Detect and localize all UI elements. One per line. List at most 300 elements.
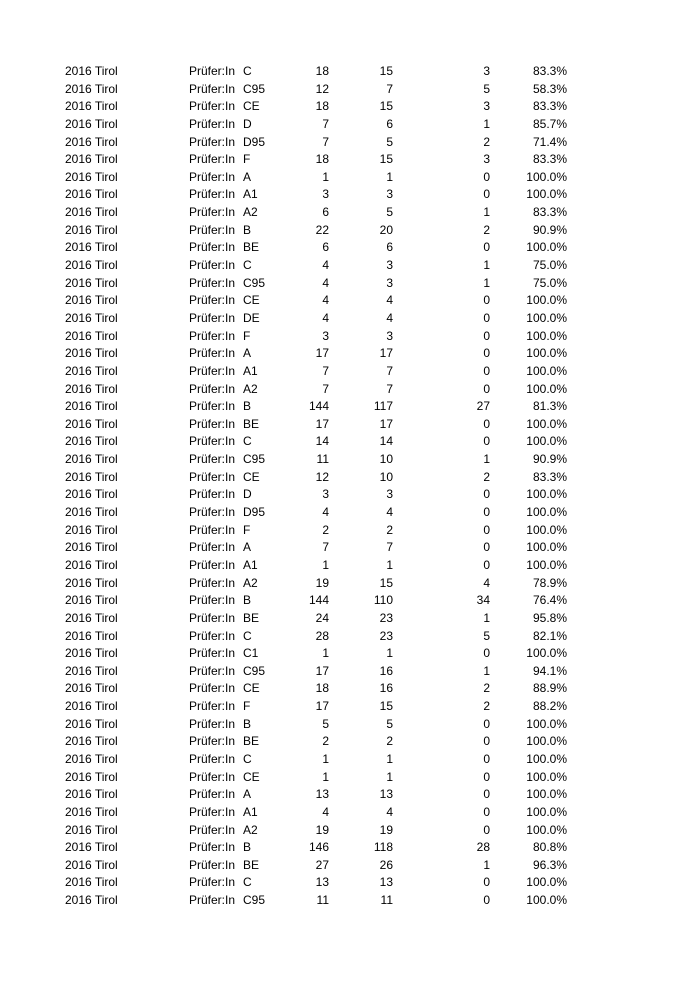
license-class-cell: B [243,716,252,731]
passed-cell: 15 [379,575,393,590]
table-row [0,292,700,310]
role-cell: Prüfer:In [189,469,236,484]
total-cell: 4 [322,310,329,325]
license-class-cell: C [243,751,252,766]
passed-cell: 118 [373,840,393,855]
role-cell: Prüfer:In [189,134,236,149]
year-region-cell: 2016 Tirol [65,787,118,802]
license-class-cell: C95 [243,893,266,908]
license-class-cell: A2 [243,822,258,837]
year-region-cell: 2016 Tirol [65,487,118,502]
total-cell: 11 [316,452,329,467]
role-cell: Prüfer:In [189,293,236,308]
table-row [0,151,700,169]
passed-cell: 3 [386,187,393,202]
pass-rate-cell: 100.0% [526,893,567,908]
total-cell: 6 [322,240,329,255]
license-class-cell: CE [243,769,260,784]
failed-cell: 0 [483,434,490,449]
role-cell: Prüfer:In [189,716,236,731]
table-row [0,874,700,892]
passed-cell: 7 [386,381,393,396]
total-cell: 27 [315,857,329,872]
table-row [0,381,700,399]
license-class-cell: C [243,64,252,78]
role-cell: Prüfer:In [189,646,236,661]
total-cell: 1 [322,751,329,766]
role-cell: Prüfer:In [189,557,236,572]
passed-cell: 15 [379,64,393,78]
year-region-cell: 2016 Tirol [65,399,118,414]
year-region-cell: 2016 Tirol [65,505,118,520]
total-cell: 11 [316,893,329,908]
failed-cell: 0 [483,310,490,325]
total-cell: 2 [322,522,329,537]
role-cell: Prüfer:In [189,522,236,537]
total-cell: 13 [315,875,329,890]
role-cell: Prüfer:In [189,169,236,184]
year-region-cell: 2016 Tirol [65,293,118,308]
failed-cell: 0 [483,240,490,255]
failed-cell: 0 [483,822,490,837]
license-class-cell: D95 [243,134,266,149]
failed-cell: 2 [483,469,490,484]
role-cell: Prüfer:In [189,399,236,414]
total-cell: 18 [315,64,329,78]
passed-cell: 117 [373,399,393,414]
passed-cell: 1 [386,169,393,184]
license-class-cell: BE [243,734,260,749]
license-class-cell: BE [243,416,260,431]
passed-cell: 16 [379,663,393,678]
failed-cell: 0 [483,505,490,520]
total-cell: 4 [322,275,329,290]
license-class-cell: C95 [243,81,266,96]
table-row [0,628,700,646]
pass-rate-cell: 100.0% [526,540,567,555]
total-cell: 3 [322,487,329,502]
license-class-cell: F [243,522,251,537]
table-row [0,857,700,875]
total-cell: 19 [315,575,329,590]
license-class-cell: F [243,328,251,343]
role-cell: Prüfer:In [189,240,236,255]
table-row [0,610,700,628]
pass-rate-cell: 82.1% [532,628,567,643]
year-region-cell: 2016 Tirol [65,363,118,378]
passed-cell: 11 [380,893,393,908]
pass-rate-cell: 58.3% [532,81,567,96]
role-cell: Prüfer:In [189,628,236,643]
pass-rate-cell: 100.0% [526,787,567,802]
failed-cell: 0 [483,487,490,502]
license-class-cell: C95 [243,275,266,290]
table-row [0,698,700,716]
license-class-cell: B [243,593,252,608]
table-row [0,204,700,222]
failed-cell: 0 [483,187,490,202]
table-row [0,522,700,540]
table-row [0,345,700,363]
pass-rate-cell: 100.0% [526,293,567,308]
pass-rate-cell: 100.0% [526,822,567,837]
table-row [0,134,700,152]
passed-cell: 10 [379,452,393,467]
passed-cell: 1 [386,646,393,661]
passed-cell: 1 [386,751,393,766]
table-row [0,275,700,293]
role-cell: Prüfer:In [189,434,236,449]
total-cell: 5 [322,716,329,731]
passed-cell: 10 [379,469,393,484]
license-class-cell: CE [243,469,260,484]
table-row [0,81,700,99]
license-class-cell: CE [243,293,260,308]
table-row [0,557,700,575]
failed-cell: 1 [483,258,490,273]
year-region-cell: 2016 Tirol [65,751,118,766]
license-class-cell: B [243,399,252,414]
license-class-cell: DE [243,310,260,325]
license-class-cell: A1 [243,363,258,378]
total-cell: 1 [322,557,329,572]
total-cell: 146 [308,840,329,855]
total-cell: 7 [322,381,329,396]
passed-cell: 3 [386,487,393,502]
year-region-cell: 2016 Tirol [65,64,118,78]
year-region-cell: 2016 Tirol [65,187,118,202]
table-row [0,310,700,328]
pass-rate-cell: 100.0% [526,487,567,502]
failed-cell: 0 [483,769,490,784]
role-cell: Prüfer:In [189,857,236,872]
passed-cell: 14 [379,434,393,449]
passed-cell: 17 [379,346,393,361]
role-cell: Prüfer:In [189,381,236,396]
license-class-cell: D95 [243,505,266,520]
year-region-cell: 2016 Tirol [65,328,118,343]
year-region-cell: 2016 Tirol [65,222,118,237]
pass-rate-cell: 78.9% [532,575,567,590]
total-cell: 7 [322,363,329,378]
year-region-cell: 2016 Tirol [65,734,118,749]
failed-cell: 0 [483,716,490,731]
total-cell: 7 [322,134,329,149]
table-row [0,116,700,134]
license-class-cell: C1 [243,646,259,661]
year-region-cell: 2016 Tirol [65,593,118,608]
license-class-cell: B [243,222,252,237]
failed-cell: 0 [483,416,490,431]
year-region-cell: 2016 Tirol [65,169,118,184]
role-cell: Prüfer:In [189,540,236,555]
table-row [0,363,700,381]
license-class-cell: CE [243,681,260,696]
year-region-cell: 2016 Tirol [65,258,118,273]
failed-cell: 0 [483,381,490,396]
pass-rate-cell: 83.3% [532,152,567,167]
year-region-cell: 2016 Tirol [65,416,118,431]
year-region-cell: 2016 Tirol [65,681,118,696]
license-class-cell: C95 [243,452,266,467]
role-cell: Prüfer:In [189,840,236,855]
pass-rate-cell: 85.7% [532,116,567,131]
year-region-cell: 2016 Tirol [65,381,118,396]
role-cell: Prüfer:In [189,893,236,908]
failed-cell: 5 [483,81,490,96]
pass-rate-cell: 100.0% [526,734,567,749]
year-region-cell: 2016 Tirol [65,646,118,661]
passed-cell: 3 [386,275,393,290]
total-cell: 18 [315,152,329,167]
role-cell: Prüfer:In [189,663,236,678]
pass-rate-cell: 100.0% [526,804,567,819]
year-region-cell: 2016 Tirol [65,81,118,96]
pass-rate-cell: 100.0% [526,434,567,449]
total-cell: 19 [315,822,329,837]
table-row [0,680,700,698]
pass-rate-cell: 100.0% [526,169,567,184]
failed-cell: 1 [483,452,490,467]
failed-cell: 0 [483,893,490,908]
license-class-cell: A [243,169,252,184]
passed-cell: 20 [379,222,393,237]
role-cell: Prüfer:In [189,769,236,784]
license-class-cell: C [243,258,252,273]
failed-cell: 34 [476,593,490,608]
total-cell: 22 [315,222,329,237]
failed-cell: 27 [476,399,490,414]
year-region-cell: 2016 Tirol [65,557,118,572]
pass-rate-cell: 100.0% [526,716,567,731]
table-row [0,663,700,681]
table-row [0,839,700,857]
table-row [0,716,700,734]
role-cell: Prüfer:In [189,681,236,696]
failed-cell: 0 [483,169,490,184]
year-region-cell: 2016 Tirol [65,840,118,855]
passed-cell: 15 [379,152,393,167]
passed-cell: 7 [386,363,393,378]
role-cell: Prüfer:In [189,804,236,819]
failed-cell: 0 [483,875,490,890]
total-cell: 4 [322,804,329,819]
total-cell: 1 [322,169,329,184]
table-row [0,169,700,187]
table-row [0,398,700,416]
pass-rate-cell: 76.4% [532,593,567,608]
failed-cell: 0 [483,328,490,343]
passed-cell: 2 [386,522,393,537]
passed-cell: 7 [386,540,393,555]
year-region-cell: 2016 Tirol [65,240,118,255]
license-class-cell: A2 [243,575,258,590]
license-class-cell: B [243,840,252,855]
total-cell: 144 [308,399,329,414]
year-region-cell: 2016 Tirol [65,610,118,625]
pass-rate-cell: 80.8% [532,840,567,855]
table-row [0,328,700,346]
role-cell: Prüfer:In [189,787,236,802]
passed-cell: 3 [386,258,393,273]
license-class-cell: C [243,628,252,643]
failed-cell: 0 [483,293,490,308]
passed-cell: 4 [386,505,393,520]
year-region-cell: 2016 Tirol [65,452,118,467]
pass-rate-cell: 100.0% [526,875,567,890]
year-region-cell: 2016 Tirol [65,99,118,114]
passed-cell: 7 [386,81,393,96]
year-region-cell: 2016 Tirol [65,152,118,167]
table-row [0,486,700,504]
year-region-cell: 2016 Tirol [65,575,118,590]
pass-rate-cell: 100.0% [526,769,567,784]
year-region-cell: 2016 Tirol [65,628,118,643]
pass-rate-cell: 83.3% [532,469,567,484]
failed-cell: 0 [483,646,490,661]
license-class-cell: A1 [243,804,258,819]
license-class-cell: BE [243,857,260,872]
passed-cell: 6 [386,240,393,255]
total-cell: 17 [315,699,329,714]
pass-rate-cell: 90.9% [532,452,567,467]
total-cell: 13 [315,787,329,802]
pass-rate-cell: 100.0% [526,505,567,520]
passed-cell: 15 [379,99,393,114]
pass-rate-cell: 83.3% [532,64,567,78]
role-cell: Prüfer:In [189,416,236,431]
license-class-cell: A [243,540,252,555]
failed-cell: 2 [483,681,490,696]
data-sheet [0,63,700,910]
total-cell: 7 [322,116,329,131]
pass-rate-cell: 88.2% [532,699,567,714]
failed-cell: 2 [483,222,490,237]
year-region-cell: 2016 Tirol [65,857,118,872]
license-class-cell: CE [243,99,260,114]
total-cell: 17 [315,416,329,431]
total-cell: 28 [315,628,329,643]
total-cell: 12 [315,81,329,96]
role-cell: Prüfer:In [189,487,236,502]
role-cell: Prüfer:In [189,699,236,714]
pass-rate-cell: 94.1% [532,663,567,678]
year-region-cell: 2016 Tirol [65,699,118,714]
failed-cell: 3 [483,99,490,114]
year-region-cell: 2016 Tirol [65,205,118,220]
table-row [0,63,700,81]
passed-cell: 5 [386,205,393,220]
license-class-cell: A1 [243,557,258,572]
total-cell: 17 [315,346,329,361]
year-region-cell: 2016 Tirol [65,893,118,908]
passed-cell: 1 [386,557,393,572]
table-row [0,504,700,522]
role-cell: Prüfer:In [189,328,236,343]
year-region-cell: 2016 Tirol [65,716,118,731]
passed-cell: 26 [379,857,393,872]
pass-rate-cell: 100.0% [526,187,567,202]
role-cell: Prüfer:In [189,875,236,890]
failed-cell: 1 [483,663,490,678]
license-class-cell: A2 [243,205,258,220]
year-region-cell: 2016 Tirol [65,769,118,784]
failed-cell: 4 [483,575,490,590]
pass-rate-cell: 100.0% [526,557,567,572]
passed-cell: 16 [379,681,393,696]
passed-cell: 13 [379,787,393,802]
total-cell: 144 [308,593,329,608]
role-cell: Prüfer:In [189,116,236,131]
table-row [0,804,700,822]
pass-rate-cell: 75.0% [532,275,567,290]
table-row [0,769,700,787]
table-row [0,416,700,434]
failed-cell: 0 [483,751,490,766]
passed-cell: 4 [386,804,393,819]
license-class-cell: C95 [243,663,266,678]
passed-cell: 17 [379,416,393,431]
pass-rate-cell: 100.0% [526,310,567,325]
role-cell: Prüfer:In [189,310,236,325]
passed-cell: 3 [386,328,393,343]
failed-cell: 5 [483,628,490,643]
license-class-cell: F [243,152,251,167]
license-class-cell: D [243,487,252,502]
passed-cell: 23 [379,610,393,625]
year-region-cell: 2016 Tirol [65,822,118,837]
role-cell: Prüfer:In [189,205,236,220]
total-cell: 1 [322,646,329,661]
role-cell: Prüfer:In [189,363,236,378]
role-cell: Prüfer:In [189,593,236,608]
total-cell: 18 [315,681,329,696]
passed-cell: 23 [379,628,393,643]
year-region-cell: 2016 Tirol [65,522,118,537]
failed-cell: 0 [483,557,490,572]
pass-rate-cell: 75.0% [532,258,567,273]
pass-rate-cell: 81.3% [532,399,567,414]
pass-rate-cell: 95.8% [532,610,567,625]
pass-rate-cell: 90.9% [532,222,567,237]
total-cell: 4 [322,505,329,520]
license-class-cell: D [243,116,252,131]
role-cell: Prüfer:In [189,346,236,361]
passed-cell: 110 [373,593,393,608]
license-class-cell: BE [243,610,260,625]
failed-cell: 0 [483,363,490,378]
role-cell: Prüfer:In [189,452,236,467]
role-cell: Prüfer:In [189,81,236,96]
table-row [0,539,700,557]
role-cell: Prüfer:In [189,822,236,837]
table-row [0,239,700,257]
total-cell: 14 [315,434,329,449]
year-region-cell: 2016 Tirol [65,134,118,149]
total-cell: 24 [315,610,329,625]
table-row [0,222,700,240]
license-class-cell: A1 [243,187,258,202]
failed-cell: 0 [483,346,490,361]
pass-rate-cell: 83.3% [532,205,567,220]
passed-cell: 2 [386,734,393,749]
role-cell: Prüfer:In [189,187,236,202]
table-row [0,733,700,751]
pass-rate-cell: 100.0% [526,240,567,255]
pass-rate-cell: 100.0% [526,381,567,396]
failed-cell: 2 [483,134,490,149]
role-cell: Prüfer:In [189,152,236,167]
